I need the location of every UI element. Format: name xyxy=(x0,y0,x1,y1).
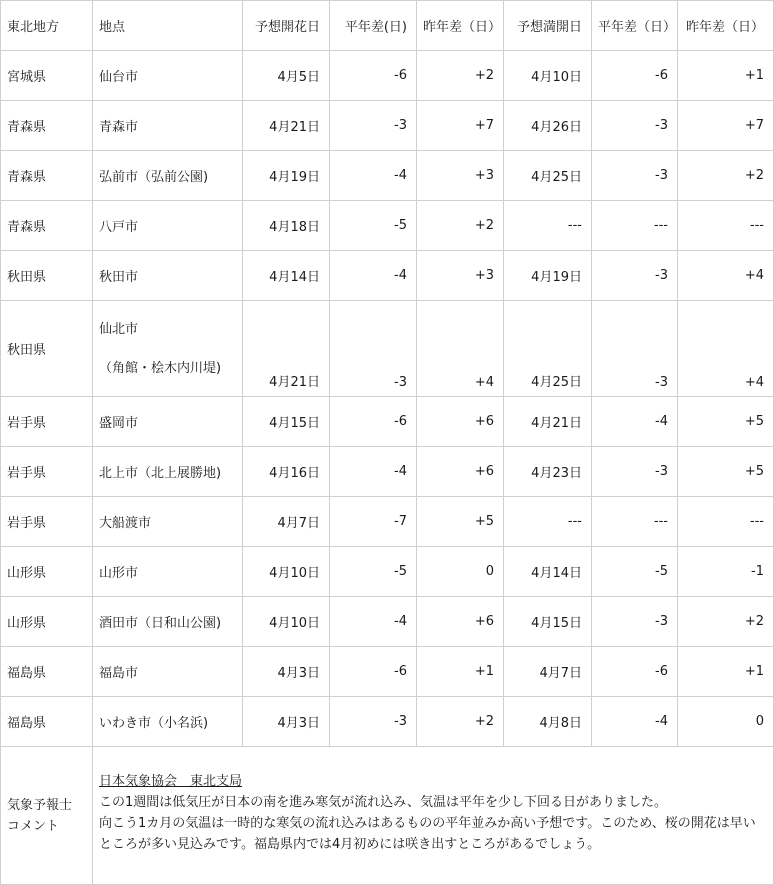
header-full-avg-diff: 平年差（日） xyxy=(592,1,678,51)
bloom-avg-diff-cell: -4 xyxy=(330,151,417,201)
full-avg-diff-cell: --- xyxy=(592,201,678,251)
full-prev-diff-cell: +5 xyxy=(678,447,774,497)
bloom-date-cell: 4月21日 xyxy=(243,301,330,397)
full-avg-diff-cell: --- xyxy=(592,497,678,547)
bloom-prev-diff-cell: +2 xyxy=(417,201,504,251)
full-bloom-date-cell: 4月21日 xyxy=(504,397,592,447)
bloom-avg-diff-cell: -4 xyxy=(330,447,417,497)
place-cell: 盛岡市 xyxy=(93,397,243,447)
place-cell: 大船渡市 xyxy=(93,497,243,547)
table-row xyxy=(1,301,774,397)
bloom-date-cell: 4月3日 xyxy=(243,647,330,697)
full-avg-diff-cell: -3 xyxy=(592,101,678,151)
full-prev-diff-cell: +7 xyxy=(678,101,774,151)
bloom-prev-diff-cell: +2 xyxy=(417,697,504,747)
bloom-avg-diff-cell: -5 xyxy=(330,201,417,251)
full-bloom-date-cell: 4月19日 xyxy=(504,251,592,301)
comment-source: 日本気象協会 東北支局 xyxy=(99,774,243,789)
bloom-prev-diff-cell: +3 xyxy=(417,151,504,201)
full-prev-diff-cell: -1 xyxy=(678,547,774,597)
table-row xyxy=(1,547,774,597)
header-bloom-date: 予想開花日 xyxy=(243,1,330,51)
full-prev-diff-cell: --- xyxy=(678,497,774,547)
full-avg-diff-cell: -4 xyxy=(592,397,678,447)
full-avg-diff-cell: -5 xyxy=(592,547,678,597)
bloom-avg-diff-cell: -6 xyxy=(330,397,417,447)
bloom-date-cell: 4月21日 xyxy=(243,101,330,151)
full-avg-diff-cell: -3 xyxy=(592,251,678,301)
full-bloom-date-cell: 4月25日 xyxy=(504,301,592,397)
prefecture-cell: 青森県 xyxy=(1,201,93,251)
table-row xyxy=(1,647,774,697)
bloom-avg-diff-cell: -6 xyxy=(330,647,417,697)
place-cell: 弘前市（弘前公園) xyxy=(93,151,243,201)
full-bloom-date-cell: --- xyxy=(504,497,592,547)
header-place: 地点 xyxy=(93,1,243,51)
bloom-prev-diff-cell: +6 xyxy=(417,447,504,497)
prefecture-cell: 青森県 xyxy=(1,151,93,201)
bloom-prev-diff-cell: +1 xyxy=(417,647,504,697)
bloom-date-cell: 4月10日 xyxy=(243,597,330,647)
bloom-prev-diff-cell: +4 xyxy=(417,301,504,397)
header-row xyxy=(1,1,774,51)
comment-label xyxy=(1,747,93,885)
comment-text-2: 向こう1カ月の気温は一時的な寒気の流れ込みはあるものの平年並みか高い予想です。このため、桜の開花は早いところが多い見込みです。福島県内では4月初めには咲き出すところがあるでしょう。 xyxy=(99,816,756,852)
prefecture-cell: 秋田県 xyxy=(1,301,93,397)
header-bloom-avg-diff: 平年差(日) xyxy=(330,1,417,51)
comment-label-line2: コメント xyxy=(7,818,60,834)
bloom-avg-diff-cell: -3 xyxy=(330,101,417,151)
bloom-date-cell: 4月16日 xyxy=(243,447,330,497)
prefecture-cell: 宮城県 xyxy=(1,51,93,101)
bloom-prev-diff-cell: +5 xyxy=(417,497,504,547)
prefecture-cell: 山形県 xyxy=(1,597,93,647)
bloom-prev-diff-cell: +7 xyxy=(417,101,504,151)
bloom-avg-diff-cell: -6 xyxy=(330,51,417,101)
table-row xyxy=(1,447,774,497)
full-avg-diff-cell: -3 xyxy=(592,301,678,397)
table-row xyxy=(1,51,774,101)
full-bloom-date-cell: 4月15日 xyxy=(504,597,592,647)
bloom-prev-diff-cell: +2 xyxy=(417,51,504,101)
prefecture-cell: 青森県 xyxy=(1,101,93,151)
header-full-prev-diff: 昨年差（日） xyxy=(678,1,774,51)
header-bloom-prev-diff: 昨年差（日） xyxy=(417,1,504,51)
prefecture-cell: 岩手県 xyxy=(1,497,93,547)
bloom-date-cell: 4月5日 xyxy=(243,51,330,101)
bloom-prev-diff-cell: +6 xyxy=(417,397,504,447)
full-prev-diff-cell: --- xyxy=(678,201,774,251)
place-cell: 福島市 xyxy=(93,647,243,697)
prefecture-cell: 岩手県 xyxy=(1,397,93,447)
full-bloom-date-cell: 4月23日 xyxy=(504,447,592,497)
bloom-prev-diff-cell: +6 xyxy=(417,597,504,647)
comment-text-1: この1週間は低気圧が日本の南を進み寒気が流れ込み、気温は平年を少し下回る日がありました。 xyxy=(99,795,668,810)
prefecture-cell: 福島県 xyxy=(1,647,93,697)
table-row xyxy=(1,497,774,547)
place-cell: 青森市 xyxy=(93,101,243,151)
full-prev-diff-cell: +5 xyxy=(678,397,774,447)
place-cell: 北上市（北上展勝地) xyxy=(93,447,243,497)
full-prev-diff-cell: +1 xyxy=(678,647,774,697)
place-detail: （角館・桧木内川堤) xyxy=(99,360,222,376)
full-prev-diff-cell: +1 xyxy=(678,51,774,101)
table-row xyxy=(1,151,774,201)
full-bloom-date-cell: 4月25日 xyxy=(504,151,592,201)
table-row xyxy=(1,201,774,251)
place-cell: 仙台市 xyxy=(93,51,243,101)
full-avg-diff-cell: -4 xyxy=(592,697,678,747)
prefecture-cell: 秋田県 xyxy=(1,251,93,301)
bloom-date-cell: 4月7日 xyxy=(243,497,330,547)
bloom-avg-diff-cell: -7 xyxy=(330,497,417,547)
bloom-prev-diff-cell: 0 xyxy=(417,547,504,597)
full-prev-diff-cell: 0 xyxy=(678,697,774,747)
place-cell: 山形市 xyxy=(93,547,243,597)
full-bloom-date-cell: 4月14日 xyxy=(504,547,592,597)
header-region: 東北地方 xyxy=(1,1,93,51)
full-bloom-date-cell: 4月7日 xyxy=(504,647,592,697)
bloom-date-cell: 4月14日 xyxy=(243,251,330,301)
table-row xyxy=(1,251,774,301)
full-avg-diff-cell: -6 xyxy=(592,51,678,101)
header-full-bloom-date: 予想満開日 xyxy=(504,1,592,51)
comment-row xyxy=(1,747,774,885)
table-row xyxy=(1,697,774,747)
bloom-date-cell: 4月19日 xyxy=(243,151,330,201)
table-row xyxy=(1,597,774,647)
full-avg-diff-cell: -3 xyxy=(592,151,678,201)
full-bloom-date-cell: 4月10日 xyxy=(504,51,592,101)
prefecture-cell: 山形県 xyxy=(1,547,93,597)
full-avg-diff-cell: -3 xyxy=(592,597,678,647)
bloom-avg-diff-cell: -3 xyxy=(330,301,417,397)
bloom-avg-diff-cell: -3 xyxy=(330,697,417,747)
full-prev-diff-cell: +4 xyxy=(678,251,774,301)
place-cell: 八戸市 xyxy=(93,201,243,251)
table-row xyxy=(1,101,774,151)
full-avg-diff-cell: -3 xyxy=(592,447,678,497)
full-prev-diff-cell: +2 xyxy=(678,597,774,647)
full-bloom-date-cell: --- xyxy=(504,201,592,251)
bloom-date-cell: 4月10日 xyxy=(243,547,330,597)
bloom-date-cell: 4月15日 xyxy=(243,397,330,447)
comment-label-line1: 気象予報士 xyxy=(7,797,73,813)
place-cell: 秋田市 xyxy=(93,251,243,301)
full-avg-diff-cell: -6 xyxy=(592,647,678,697)
full-prev-diff-cell: +4 xyxy=(678,301,774,397)
bloom-date-cell: 4月18日 xyxy=(243,201,330,251)
prefecture-cell: 福島県 xyxy=(1,697,93,747)
place-cell xyxy=(93,301,243,397)
prefecture-cell: 岩手県 xyxy=(1,447,93,497)
place-name: 仙北市 xyxy=(99,321,139,337)
table-row xyxy=(1,397,774,447)
bloom-avg-diff-cell: -5 xyxy=(330,547,417,597)
place-cell: 酒田市（日和山公園) xyxy=(93,597,243,647)
comment-body xyxy=(93,747,774,885)
bloom-avg-diff-cell: -4 xyxy=(330,251,417,301)
full-bloom-date-cell: 4月8日 xyxy=(504,697,592,747)
bloom-avg-diff-cell: -4 xyxy=(330,597,417,647)
bloom-prev-diff-cell: +3 xyxy=(417,251,504,301)
full-prev-diff-cell: +2 xyxy=(678,151,774,201)
place-cell: いわき市（小名浜) xyxy=(93,697,243,747)
full-bloom-date-cell: 4月26日 xyxy=(504,101,592,151)
bloom-date-cell: 4月3日 xyxy=(243,697,330,747)
